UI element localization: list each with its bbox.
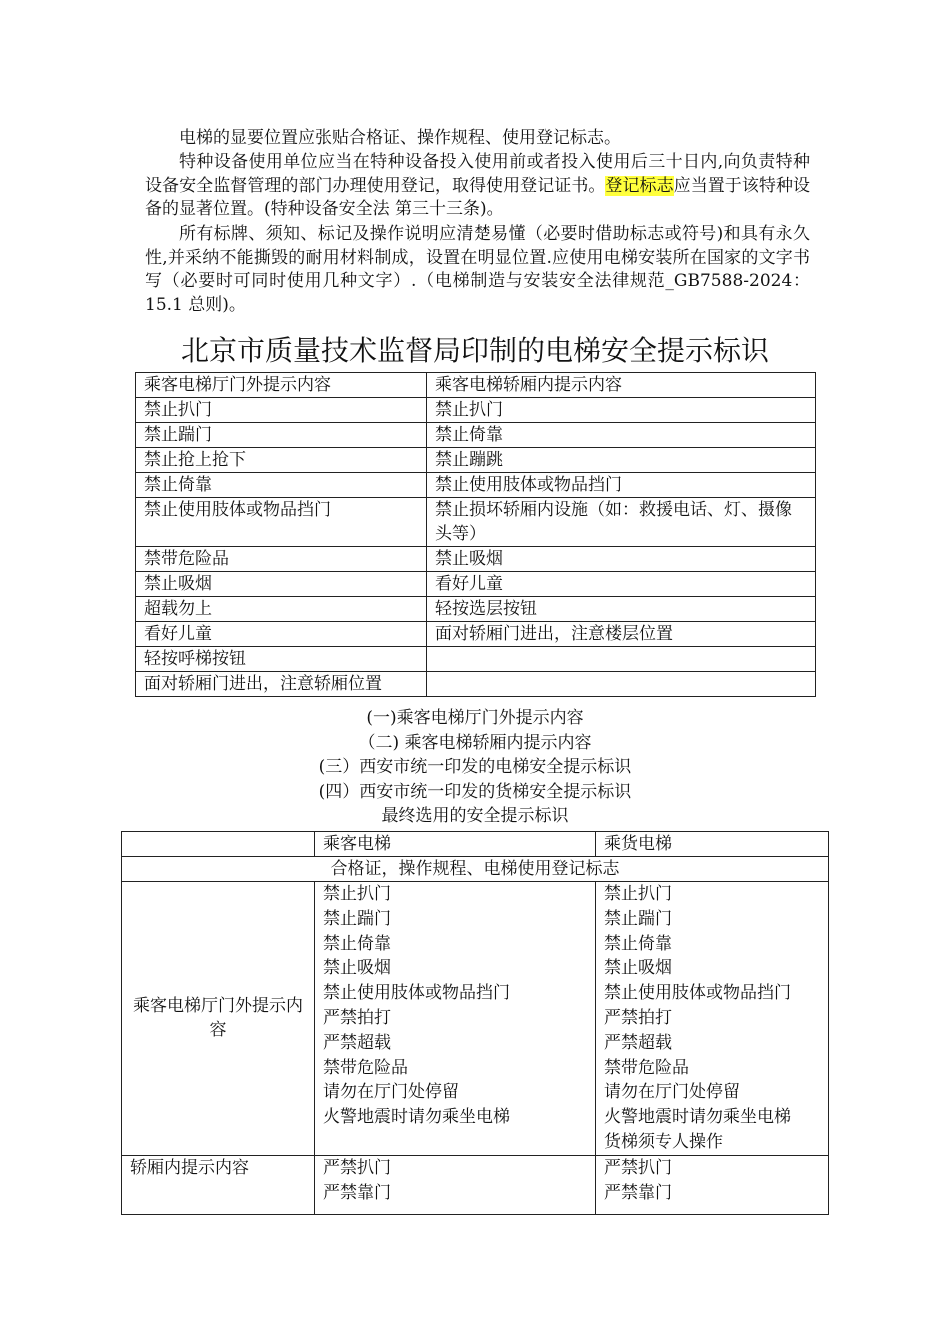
cell-line: 禁止倚靠: [604, 933, 672, 954]
car-passenger-cell: [315, 1155, 596, 1214]
table-cell: 禁止使用肢体或物品挡门: [136, 498, 427, 547]
table-row: [136, 473, 816, 498]
cell-line: 严禁靠门: [604, 1182, 672, 1203]
table-row: [136, 423, 816, 448]
row-label-cell: 轿厢内提示内容: [122, 1155, 315, 1214]
cell-line: 火警地震时请勿乘坐电梯: [604, 1107, 791, 1128]
table-cell: 面对轿厢门进出，注意楼层位置: [427, 622, 816, 647]
table-row: [136, 448, 816, 473]
table-cell: 禁止踹门: [136, 423, 427, 448]
table-row: [136, 572, 816, 597]
cell-line: 请勿在厅门处停留: [323, 1082, 459, 1103]
table-row: [136, 398, 816, 423]
cell-line: 严禁扒门: [323, 1157, 391, 1178]
paragraph-3: 所有标牌、须知、标记及操作说明应清楚易懂（必要时借助标志或符号)和具有永久性,并采纳不能撕毁的耐用材料制成，设置在明显位置.应使用电梯安装所在国家的文字书写（必要时可同时使用几种文字）.（电梯制造与安装安全法律规范_GB7588-2024：15.1 总则)。: [145, 224, 810, 315]
table-cell: [122, 832, 315, 857]
table-cell: 禁止使用肢体或物品挡门: [427, 473, 816, 498]
paragraph-2-text-end: 应当置于该特种设备的显著位置。(特种设备安全法 第三十三条)。: [145, 175, 811, 219]
cell-line: 禁止扒门: [323, 884, 391, 904]
cell-line: 严禁超载: [323, 1032, 391, 1053]
merged-cell: 合格证，操作规程、电梯使用登记标志: [122, 857, 829, 882]
table-cell: 禁止吸烟: [136, 572, 427, 597]
table-row: [136, 547, 816, 572]
caption: （二) 乘客电梯轿厢内提示内容: [358, 732, 592, 753]
table-row: [122, 882, 829, 1156]
table-row: [136, 498, 816, 547]
captions: [0, 706, 950, 829]
table-cell: 禁带危险品: [136, 547, 427, 572]
caption: 最终选用的安全提示标识: [381, 806, 569, 827]
table-cell: 看好儿童: [427, 572, 816, 597]
cell-line: 严禁扒门: [604, 1157, 672, 1178]
table-row: [136, 622, 816, 647]
caption: (一)乘客电梯厅门外提示内容: [366, 708, 584, 728]
table-cell: 禁止蹦跳: [427, 448, 816, 473]
table-row: [122, 857, 829, 882]
table-cell: 禁止倚靠: [427, 423, 816, 448]
hall-freight-cell: [596, 882, 829, 1156]
row-label-cell: 乘客电梯厅门外提示内容: [122, 882, 315, 1156]
cell-line: 禁止使用肢体或物品挡门: [604, 983, 791, 1004]
table-cell: 看好儿童: [136, 622, 427, 647]
cell-line: 货梯须专人操作: [604, 1131, 723, 1152]
table-cell: 禁止倚靠: [136, 473, 427, 498]
cell-line: 禁止扒门: [604, 884, 672, 904]
table-header-cell: 乘客电梯: [315, 832, 596, 857]
table-cell: 轻按选层按钮: [427, 597, 816, 622]
cell-line: 禁止踹门: [323, 908, 391, 929]
table-header-cell: 乘货电梯: [596, 832, 829, 857]
table-header-row: [122, 832, 829, 857]
table-cell: 轻按呼梯按钮: [136, 647, 427, 672]
cell-line: 严禁超载: [604, 1032, 672, 1053]
car-freight-cell: [596, 1155, 829, 1214]
highlighted-text: 登记标志: [605, 175, 674, 196]
table-cell: 禁止抢上抢下: [136, 448, 427, 473]
paragraph-2: [145, 151, 810, 222]
final-sign-table: [121, 831, 829, 1215]
table-header-cell: 乘客电梯厅门外提示内容: [136, 373, 427, 398]
cell-line: 严禁靠门: [323, 1182, 391, 1203]
caption: (四）西安市统一印发的货梯安全提示标识: [318, 781, 632, 802]
cell-line: 火警地震时请勿乘坐电梯: [323, 1107, 510, 1128]
table-cell: 禁止吸烟: [427, 547, 816, 572]
cell-line: 请勿在厅门处停留: [604, 1082, 740, 1103]
cell-line: 严禁拍打: [604, 1007, 672, 1028]
table-cell: 面对轿厢门进出，注意轿厢位置: [136, 672, 427, 697]
table-cell: [427, 672, 816, 697]
table-header-row: [136, 373, 816, 398]
cell-line: 禁止倚靠: [323, 933, 391, 954]
section-heading: 北京市质量技术监督局印制的电梯安全提示标识: [180, 334, 769, 367]
table-row: [136, 672, 816, 697]
paragraph-1: 电梯的显要位置应张贴合格证、操作规程、使用登记标志。: [179, 128, 621, 148]
table-row: [136, 647, 816, 672]
cell-line: 禁止使用肢体或物品挡门: [323, 983, 510, 1004]
table-cell: [427, 647, 816, 672]
cell-line: 禁带危险品: [323, 1057, 408, 1078]
table-row: [136, 597, 816, 622]
cell-line: 禁带危险品: [604, 1057, 689, 1078]
cell-line: 禁止踹门: [604, 908, 672, 929]
table-cell: 禁止损坏轿厢内设施（如：救援电话、灯、摄像头等）: [427, 498, 816, 547]
cell-line: 严禁拍打: [323, 1007, 391, 1028]
beijing-sign-table: [135, 372, 816, 697]
table-header-cell: 乘客电梯轿厢内提示内容: [427, 373, 816, 398]
cell-line: 禁止吸烟: [323, 958, 391, 979]
table-row: [122, 1155, 829, 1214]
hall-passenger-cell: [315, 882, 596, 1156]
table-cell: 超载勿上: [136, 597, 427, 622]
paragraph-2-text: 特种设备使用单位应当在特种设备投入使用前或者投入使用后三十日内,向负责特种设备安全监督管理的部门办理使用登记，取得使用登记证书。: [145, 152, 810, 196]
caption: (三）西安市统一印发的电梯安全提示标识: [318, 757, 632, 778]
cell-line: 禁止吸烟: [604, 958, 672, 979]
table-cell: 禁止扒门: [427, 398, 816, 423]
table-cell: 禁止扒门: [136, 398, 427, 423]
